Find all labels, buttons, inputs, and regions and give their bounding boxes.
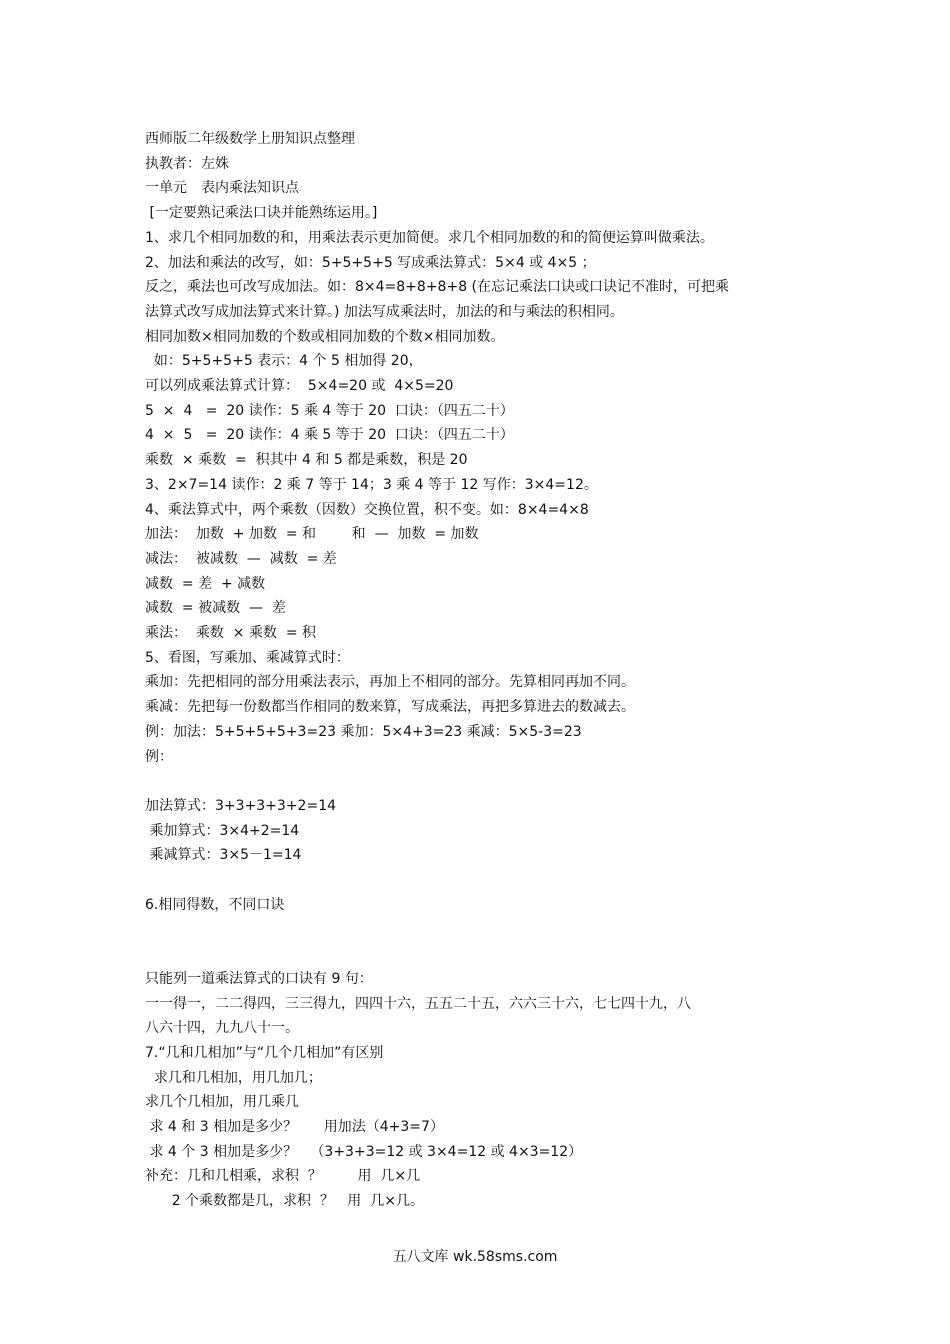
text-line: 4 × 5 = 20 读作：4 乘 5 等于 20 口诀：（四五二十） <box>145 427 514 444</box>
text-line: 2、加法和乘法的改写，如：5+5+5+5 写成乘法算式：5×4 或 4×5 ； <box>145 254 596 271</box>
text-line: 乘法： 乘数 × 乘数 = 积 <box>145 625 317 642</box>
blank-line <box>145 868 825 893</box>
text-line: [一定要熟记乘法口诀并能熟练运用。] <box>145 205 378 222</box>
text-line: 乘数 × 乘数 = 积其中 4 和 5 都是乘数，积是 20 <box>145 452 468 469</box>
text-line: 减法： 被减数 — 减数 = 差 <box>145 550 337 567</box>
text-line: 反之，乘法也可改写成加法。如：8×4=8+8+8+8 (在忘记乘法口诀或口诀记不准时，可把乘 <box>145 279 730 296</box>
text-line: 2 个乘数都是几，求积 ？ 用 几×几。 <box>145 1193 424 1210</box>
text-line: 减数 = 差 + 减数 <box>145 575 266 592</box>
text-line: 执教者：左姝 <box>145 155 229 172</box>
text-line: 如：5+5+5+5 表示：4 个 5 相加得 20， <box>145 353 423 370</box>
text-line: 求几个几相加，用几乘几 <box>145 1094 299 1111</box>
text-line: 5、看图，写乘加、乘减算式时： <box>145 649 350 666</box>
text-line: 求几和几相加，用几加几； <box>145 1069 322 1086</box>
text-line: 3、2×7=14 读作：2 乘 7 等于 14；3 乘 4 等于 12 写作：3×4=12。 <box>145 476 598 493</box>
text-line: 加法算式：3+3+3+3+2=14 <box>145 797 337 814</box>
text-line: 西师版二年级数学上册知识点整理 <box>145 131 355 147</box>
document-body <box>145 127 825 1214</box>
text-line: 1、求几个相同加数的和，用乘法表示更加简便。求几个相同加数的和的简便运算叫做乘法。 <box>145 229 714 246</box>
text-line: 7.“几和几相加”与“几个几相加”有区别 <box>145 1044 384 1061</box>
blank-line <box>145 942 825 967</box>
text-line: 补充：几和几相乘，求积 ？ 用 几×几 <box>145 1168 421 1185</box>
text-line: 一一得一，二二得四，三三得九，四四十六，五五二十五，六六三十六，七七四十九，八 <box>145 995 691 1012</box>
text-line: 乘加：先把相同的部分用乘法表示，再加上不相同的部分。先算相同再加不同。 <box>145 674 635 691</box>
text-line: 一单元 表内乘法知识点 <box>145 180 299 197</box>
text-line: 减数 = 被减数 — 差 <box>145 600 286 617</box>
text-line: 加法： 加数 + 加数 = 和 和 — 加数 = 加数 <box>145 526 479 543</box>
text-line: 只能列一道乘法算式的口诀有 9 句： <box>145 970 373 987</box>
text-line: 求 4 个 3 相加是多少？ （3+3+3=12 或 3×4=12 或 4×3=12） <box>145 1143 583 1160</box>
text-line: 可以列成乘法算式计算： 5×4=20 或 4×5=20 <box>145 378 454 395</box>
text-line: 乘减算式：3×5－1=14 <box>145 847 302 864</box>
text-line: 4、乘法算式中，两个乘数（因数）交换位置，积不变。如：8×4=4×8 <box>145 501 589 518</box>
text-line: 例：加法：5+5+5+5+3=23 乘加：5×4+3=23 乘减：5×5-3=23 <box>145 723 582 740</box>
blank-line <box>145 917 825 942</box>
text-line: 乘加算式：3×4+2=14 <box>145 822 300 839</box>
footer-watermark: 五八文库 wk.58sms.com <box>392 1249 558 1265</box>
text-line: 例： <box>145 748 173 765</box>
text-line: 相同加数×相同加数的个数或相同加数的个数×相同加数。 <box>145 328 505 345</box>
text-line: 6.相同得数，不同口诀 <box>145 896 285 913</box>
blank-line <box>145 769 825 794</box>
text-line: 法算式改写成加法算式来计算。) 加法写成乘法时，加法的和与乘法的积相同。 <box>145 303 624 320</box>
text-line: 八六十四，九九八十一。 <box>145 1020 299 1037</box>
text-line: 乘减：先把每一份数都当作相同的数来算，写成乘法，再把多算进去的数减去。 <box>145 699 635 716</box>
text-line: 5 × 4 = 20 读作：5 乘 4 等于 20 口诀：（四五二十） <box>145 402 514 419</box>
text-line: 求 4 和 3 相加是多少？ 用加法（4+3=7） <box>145 1119 444 1136</box>
